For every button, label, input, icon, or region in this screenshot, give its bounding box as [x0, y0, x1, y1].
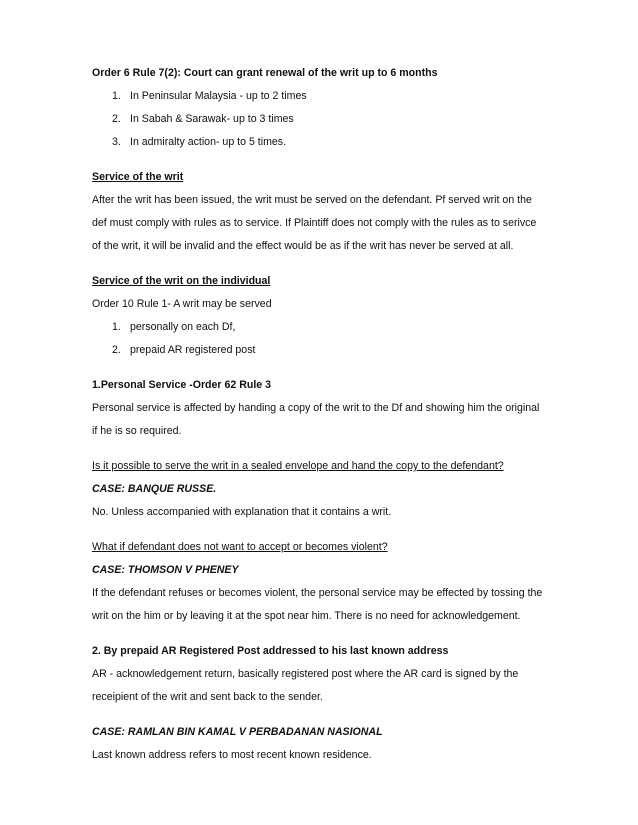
- question-violent: What if defendant does not want to accept or becomes violent?: [92, 541, 388, 553]
- case-ramlan: CASE: RAMLAN BIN KAMAL V PERBADANAN NASIONAL: [92, 726, 383, 738]
- paragraph-line: If the defendant refuses or becomes violent, the personal service may be effected by tossing the: [92, 587, 543, 599]
- heading-service-of-writ: Service of the writ: [92, 171, 184, 183]
- heading-renewal: Order 6 Rule 7(2): Court can grant renewal of the writ up to 6 months: [92, 67, 438, 79]
- case-thomson: CASE: THOMSON V PHENEY: [92, 564, 239, 576]
- heading-service-individual: Service of the writ on the individual: [92, 275, 271, 287]
- case-banque-russe: CASE: BANQUE RUSSE.: [92, 483, 217, 495]
- paragraph-line: AR - acknowledgement return, basically registered post where the AR card is signed by the: [92, 668, 519, 680]
- list-item: 2. In Sabah & Sarawak- up to 3 times: [112, 113, 294, 125]
- paragraph-line: Last known address refers to most recent known residence.: [92, 749, 372, 761]
- intro-line: Order 10 Rule 1- A writ may be served: [92, 298, 272, 310]
- list-item: 1. In Peninsular Malaysia - up to 2 times: [112, 90, 307, 102]
- service-methods-list: [92, 316, 546, 362]
- paragraph-line: Personal service is affected by handing a copy of the writ to the Df and showing him the original: [92, 402, 540, 414]
- paragraph-line: After the writ has been issued, the writ must be served on the defendant. Pf served writ on the: [92, 194, 532, 206]
- list-item: 3. In admiralty action- up to 5 times.: [112, 136, 287, 148]
- paragraph-line: writ on the him or by leaving it at the spot near him. There is no need for acknowledgement.: [92, 610, 521, 622]
- paragraph-line: of the writ, it will be invalid and the effect would be as if the writ has never be served at all.: [92, 240, 514, 252]
- paragraph-line: if he is so required.: [92, 425, 182, 437]
- list-item: 1. personally on each Df,: [112, 321, 236, 333]
- list-item: 2. prepaid AR registered post: [112, 344, 256, 356]
- answer-line: No. Unless accompanied with explanation that it contains a writ.: [92, 506, 392, 518]
- question-sealed-envelope: Is it possible to serve the writ in a sealed envelope and hand the copy to the defendant?: [92, 460, 504, 472]
- heading-personal-service: 1.Personal Service -Order 62 Rule 3: [92, 379, 272, 391]
- paragraph-line: receipient of the writ and sent back to the sender.: [92, 691, 323, 703]
- paragraph-line: def must comply with rules as to service. If Plaintiff does not comply with the rules as to serivce: [92, 217, 537, 229]
- heading-ar-post: 2. By prepaid AR Registered Post addressed to his last known address: [92, 645, 449, 657]
- renewal-list: [92, 85, 546, 154]
- document-page: [92, 62, 546, 767]
